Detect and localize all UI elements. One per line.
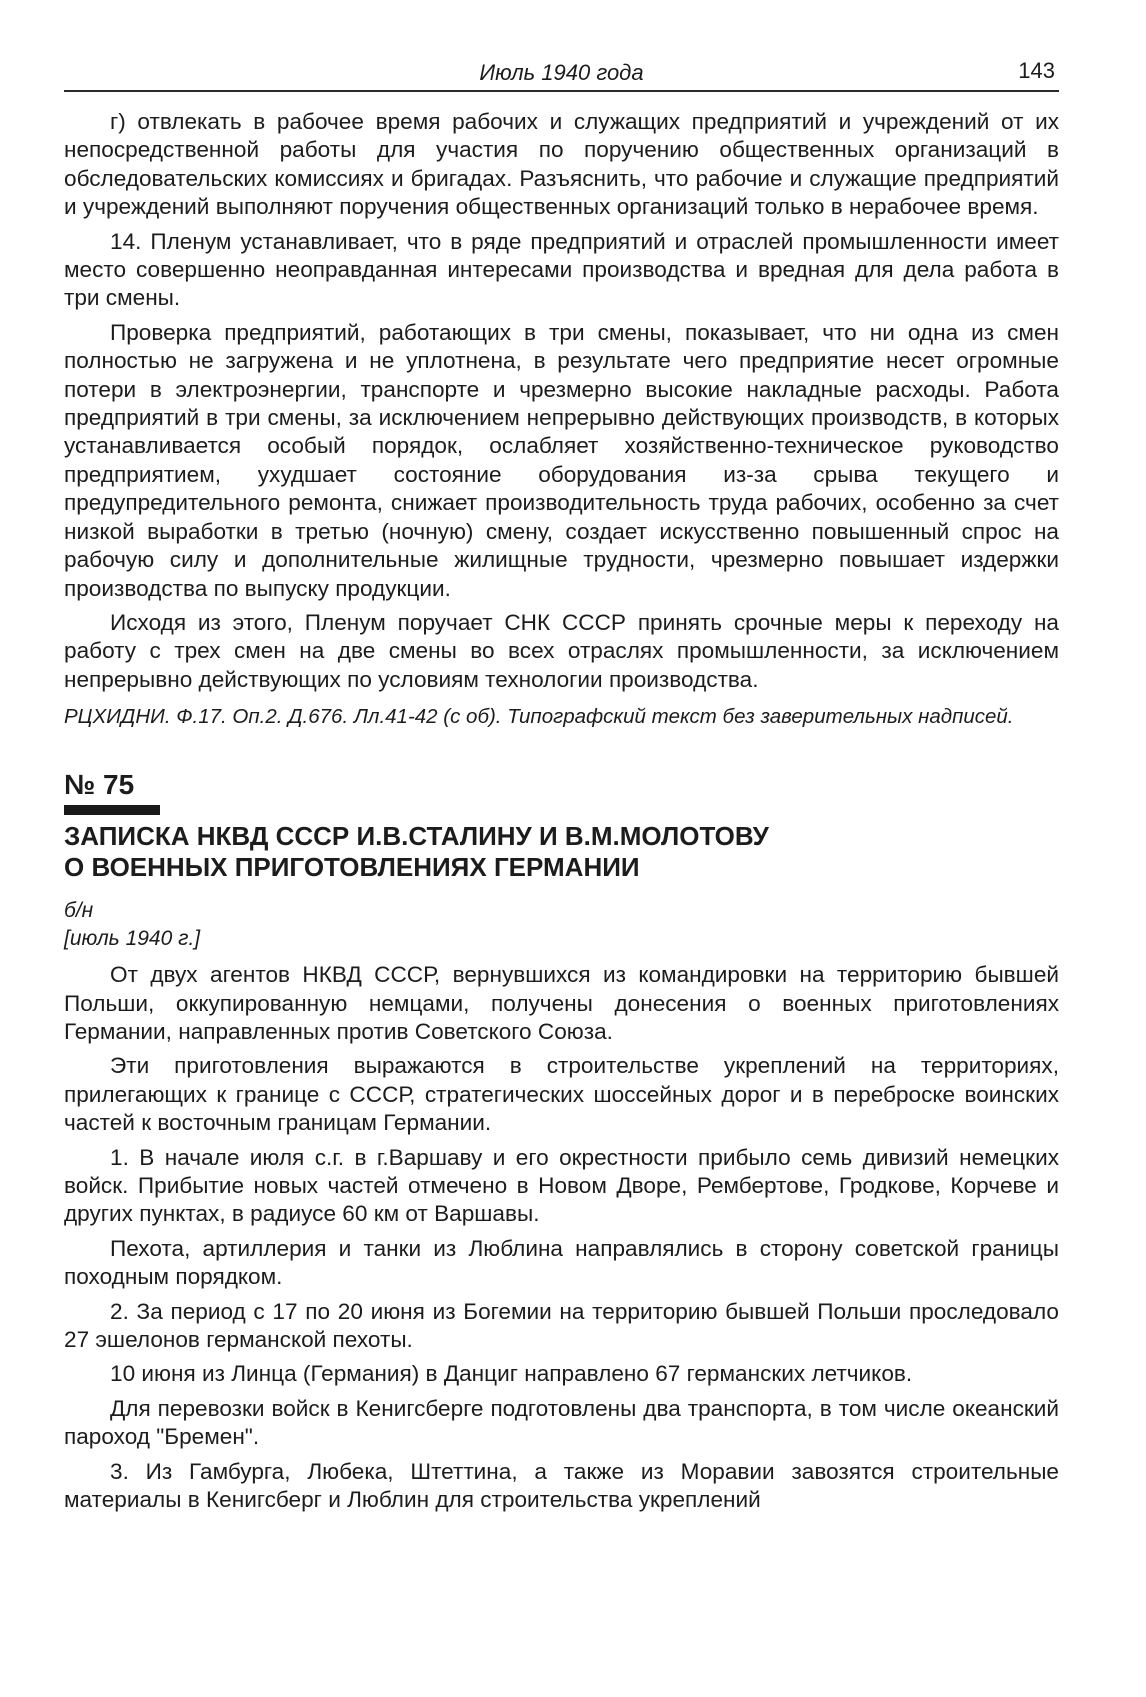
paragraph-point-1: 1. В начале июля с.г. в г.Варшаву и его окрестности прибыло семь дивизий немецких войск. Прибытие новых частей отмечено в Новом Дворе, Рембертове, Гродкове, Корчеве и других пунктах, в радиусе 60 км от Варшавы. — [64, 1144, 1059, 1227]
paragraph-plenum-instruction: Исходя из этого, Пленум поручает СНК СССР принять срочные меры к переходу на работу с трех смен на две смены во всех отраслях промышленности, за исключением непрерывно действующих по условиям технологии производства. — [64, 609, 1059, 692]
paragraph-three-shift-review: Проверка предприятий, работающих в три смены, показывает, что ни одна из смен полностью не загружена и не уплотнена, в результате чего предприятие несет огромные потери в электроэнергии, транспорте и чрезмерно высокие накладные расходы. Работа предприятий в три смены, за исключением непрерывно действующих производств, в которых устанавливается особый порядок, ослабляет хозяйственно-техническое руководство предприятием, ухудшает состояние оборудования из-за срыва текущего и предупредительного ремонта, снижает производительность труда рабочих, особенно за счет низкой выработки в третью (ночную) смену, создает искусственно повышенный спрос на рабочую силу и дополнительные жилищные трудности, чрезмерно повышает издержки производства по выпуску продукции. — [64, 319, 1059, 601]
paragraph-point-14: 14. Пленум устанавливает, что в ряде предприятий и отраслей промышленности имеет место совершенно неоправданная интересами производства и вредная для дела работа в три смены. — [64, 228, 1059, 311]
document-date: [июль 1940 г.] — [64, 927, 201, 951]
document-meta — [64, 897, 1059, 953]
document-number: № 75 — [64, 769, 135, 801]
paragraph-point-3: 3. Из Гамбурга, Любека, Штеттина, а также из Моравии завозятся строительные материалы в Кенигсберг и Люблин для строительства укреплений — [64, 1458, 1059, 1513]
paragraph-item-g: г) отвлекать в рабочее время рабочих и служащих предприятий и учреждений от их непосредственной работы для участия по поручению общественных организаций в обследовательских комиссиях и бригадах. Разъяснить, что рабочие и служащие предприятий и учреждений выполняют поручения общественных организаций только в нерабочее время. — [64, 109, 1059, 220]
paragraph-agents-report: От двух агентов НКВД СССР, вернувшихся из командировки на территорию бывшей Польши, оккупированную немцами, получены донесения о военных приготовлениях Германии, направленных против Советского Союза. — [64, 962, 1059, 1044]
running-title: Июль 1940 года — [479, 60, 644, 85]
page-number: 143 — [1018, 58, 1055, 83]
document-page — [64, 52, 1059, 1514]
document-title-line-1: ЗАПИСКА НКВД СССР И.В.СТАЛИНУ И В.М.МОЛОТОВУ — [64, 821, 769, 852]
paragraph-pilots-danzig: 10 июня из Линца (Германия) в Данциг направлено 67 германских летчиков. — [110, 1361, 913, 1387]
running-header — [64, 52, 1059, 92]
document-title — [64, 821, 1059, 883]
paragraph-infantry-lublin: Пехота, артиллерия и танки из Люблина направлялись в сторону советской границы походным порядком. — [64, 1235, 1059, 1290]
paragraph-point-2: 2. За период с 17 по 20 июня из Богемии на территорию бывшей Польши проследовало 27 эшелонов германской пехоты. — [64, 1298, 1059, 1352]
archival-source-note: РЦХИДНИ. Ф.17. Оп.2. Д.676. Лл.41-42 (с об). Типографский текст без заверительных надписей. — [64, 705, 1014, 729]
paragraph-preparations: Эти приготовления выражаются в строительстве укреплений на территориях, прилегающих к границе с СССР, стратегических шоссейных дорог и в переброске воинских частей к восточным границам Германии. — [64, 1053, 1059, 1136]
page-content — [64, 108, 1059, 1514]
document-ref: б/н — [64, 899, 94, 923]
document-title-line-2: О ВОЕННЫХ ПРИГОТОВЛЕНИЯХ ГЕРМАНИИ — [64, 852, 640, 883]
document-number-rule — [64, 805, 160, 815]
paragraph-transports: Для перевозки войск в Кенигсберге подготовлены два транспорта, в том числе океанский пароход "Бремен". — [64, 1395, 1059, 1450]
